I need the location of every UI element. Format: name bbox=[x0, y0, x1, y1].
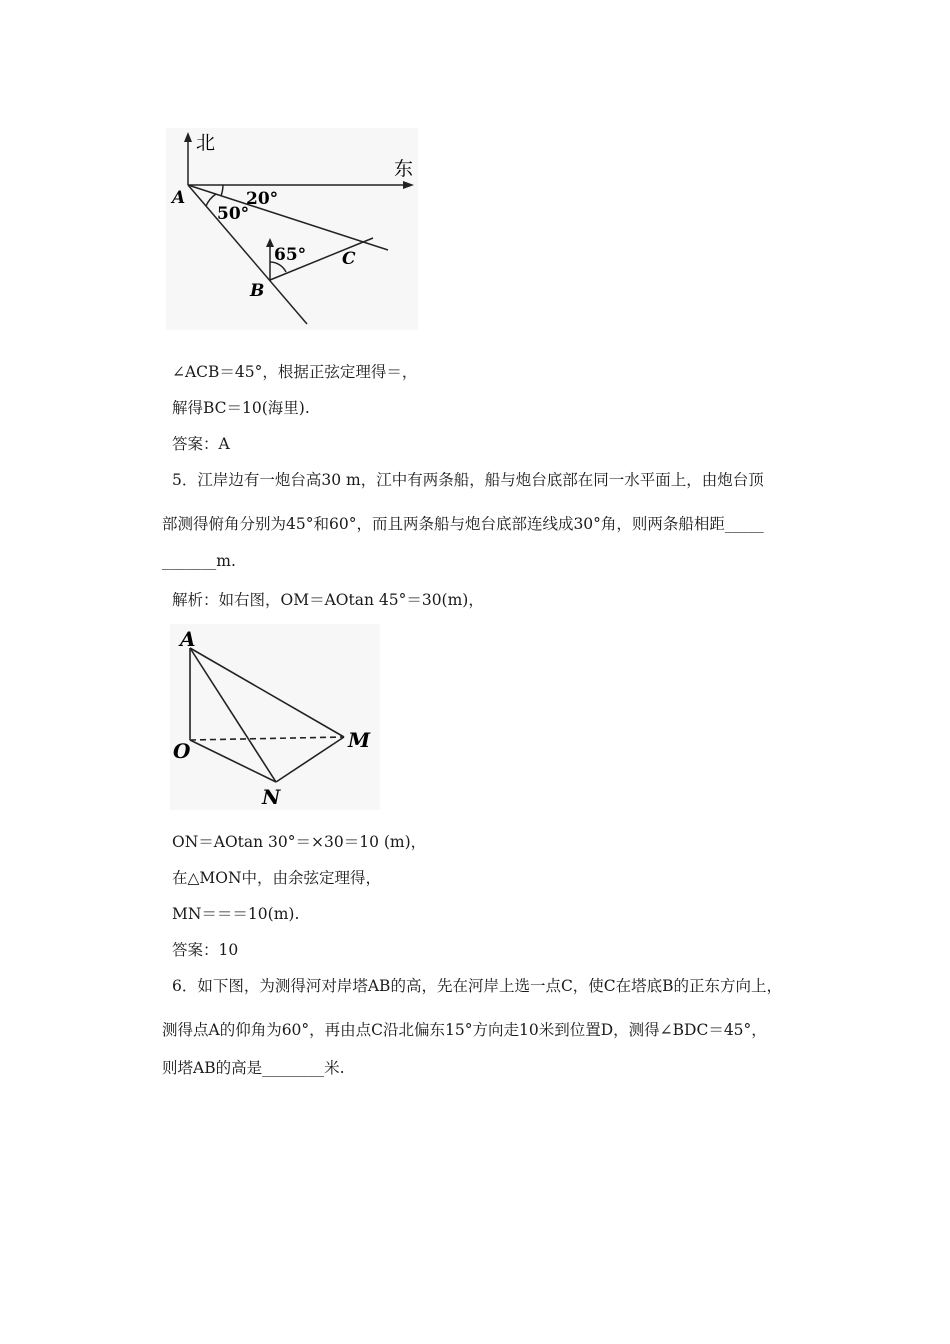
label-b: B bbox=[250, 281, 265, 301]
problem-5-line: _______m. bbox=[162, 552, 236, 570]
angle-50-label: 50° bbox=[217, 204, 250, 224]
label-north: 北 bbox=[196, 132, 216, 154]
problem-5-line: 部测得俯角分别为45°和60°，而且两条船与炮台底部连线成30°角，则两条船相距_____ bbox=[162, 515, 764, 533]
problem-6-line: 则塔AB的高是________米. bbox=[162, 1059, 345, 1077]
triangle-diagram bbox=[170, 624, 380, 810]
answer-line: 答案：10 bbox=[172, 941, 239, 959]
solution-line: 在△MON中，由余弦定理得， bbox=[172, 869, 382, 887]
problem-6-line: 测得点A的仰角为60°，再由点C沿北偏东15°方向走10米到位置D，测得∠BDC＝45°， bbox=[162, 1021, 767, 1039]
text-line: ∠ACB＝45°，根据正弦定理得＝， bbox=[172, 363, 418, 381]
bearing-diagram bbox=[166, 128, 418, 330]
solution-line: MN＝＝＝10(m). bbox=[172, 905, 300, 923]
solution-line: ON＝AOtan 30°＝×30＝10 (m)， bbox=[172, 833, 427, 851]
label-c: C bbox=[342, 249, 356, 269]
label-m: M bbox=[348, 728, 371, 752]
label-n: N bbox=[262, 785, 281, 809]
figure-background bbox=[166, 128, 418, 330]
label-o: O bbox=[173, 739, 191, 763]
problem-6-line: 6．如下图，为测得河对岸塔AB的高，先在河岸上选一点C，使C在塔底B的正东方向上， bbox=[172, 977, 783, 995]
text-line: 解得BC＝10(海里). bbox=[172, 399, 310, 417]
text-line: 答案：A bbox=[172, 435, 230, 453]
problem-5-line: 5．江岸边有一炮台高30 m，江中有两条船，船与炮台底部在同一水平面上，由炮台顶 bbox=[172, 471, 764, 489]
label-a: A bbox=[172, 188, 186, 208]
solution-line: 解析：如右图，OM＝AOtan 45°＝30(m)， bbox=[172, 591, 484, 609]
angle-20-label: 20° bbox=[246, 189, 279, 209]
label-east: 东 bbox=[394, 158, 414, 180]
label-a: A bbox=[180, 627, 196, 651]
angle-65-label: 65° bbox=[274, 245, 307, 265]
